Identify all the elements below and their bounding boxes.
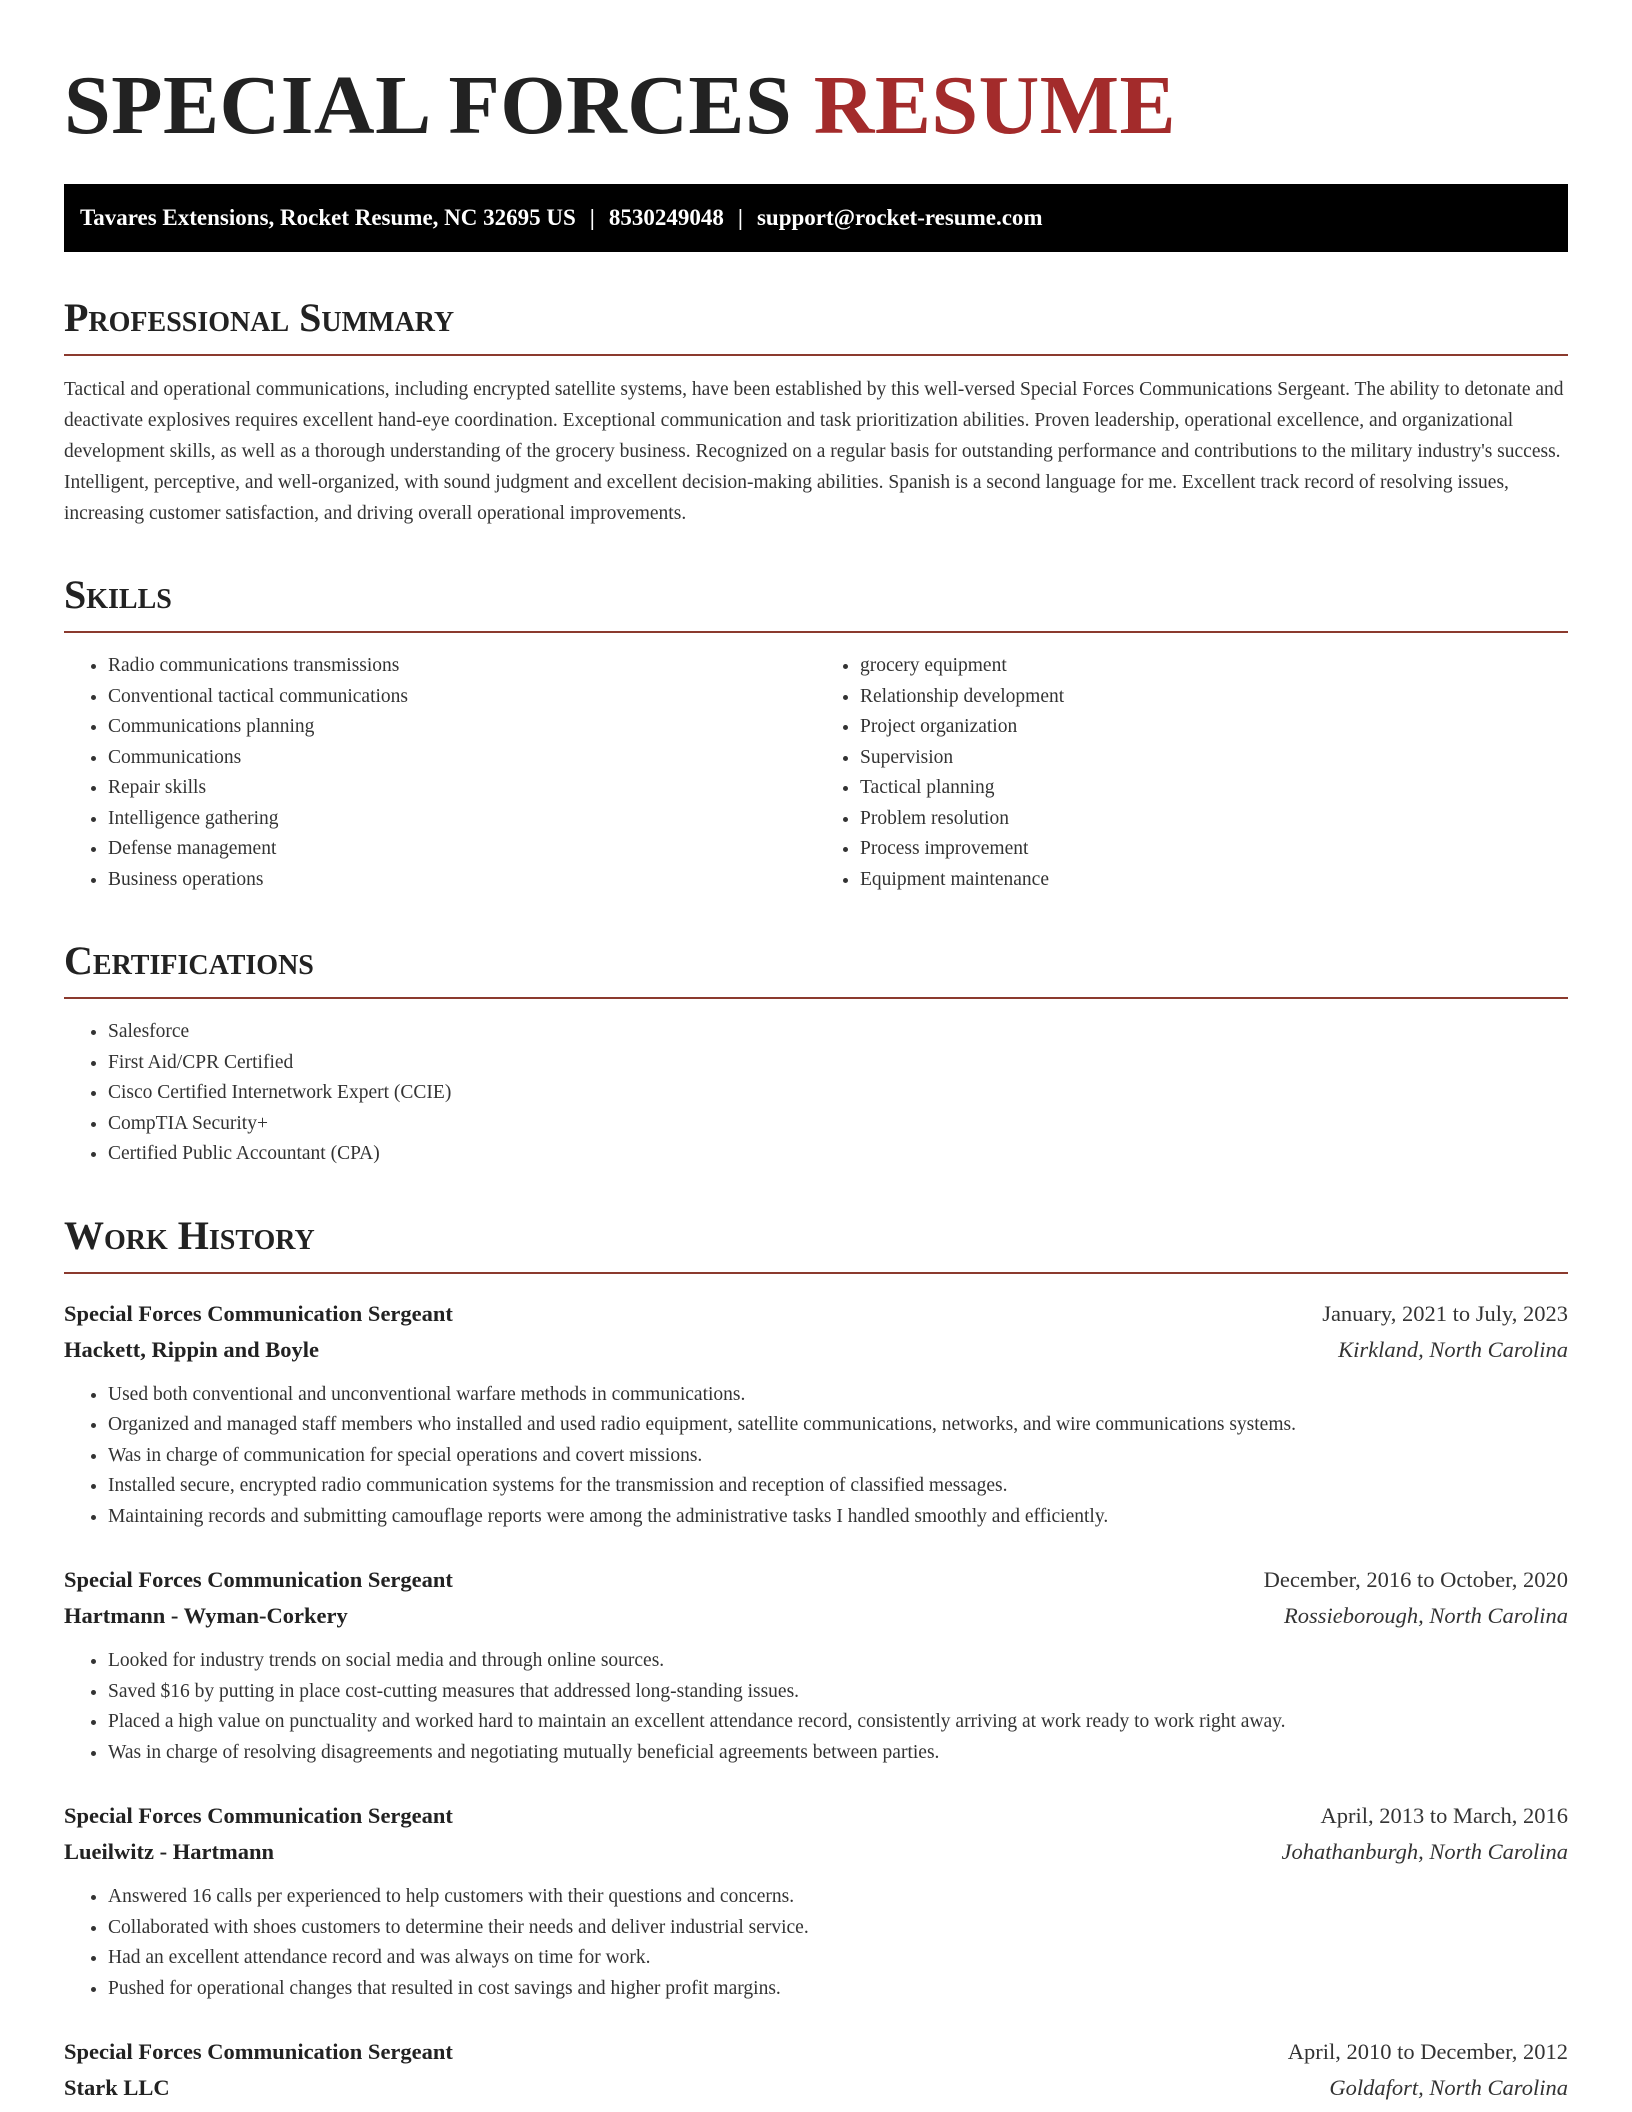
title-accent: RESUME xyxy=(813,59,1177,152)
job-company-row xyxy=(64,2070,1568,2106)
job-location: Johathanburgh, North Carolina xyxy=(1281,1839,1568,1865)
skill-item: • Business operations xyxy=(108,865,816,896)
resume-title xyxy=(64,60,1568,152)
contact-bar xyxy=(64,184,1568,252)
job-duty: • Installed secure, encrypted radio communication systems for the transmission and reception of classified messages. xyxy=(108,1471,1568,1502)
job-title: Special Forces Communication Sergeant xyxy=(64,2039,453,2065)
job-duty: • Saved $16 by putting in place cost-cutting measures that addressed long-standing issues. xyxy=(108,1677,1568,1708)
job-duty: • Answered 16 calls per experienced to help customers with their questions and concerns. xyxy=(108,1882,1568,1913)
skill-item: • Defense management xyxy=(108,834,816,865)
work-history-section xyxy=(64,1214,1568,2107)
job-duty: • Used both conventional and unconventional warfare methods in communications. xyxy=(108,1380,1568,1411)
skill-item: • Supervision xyxy=(860,743,1568,774)
skills-section xyxy=(64,573,1568,895)
job-dates: April, 2010 to December, 2012 xyxy=(1287,2039,1568,2065)
contact-separator: | xyxy=(589,205,595,231)
job-dates: January, 2021 to July, 2023 xyxy=(1322,1300,1568,1326)
skill-item: • Communications xyxy=(108,743,816,774)
job-company: Hackett, Rippin and Boyle xyxy=(64,1336,320,1362)
job-duty: • Had an excellent attendance record and was always on time for work. xyxy=(108,1943,1568,1974)
job-duties xyxy=(64,1380,1568,1533)
job-header-row xyxy=(64,1296,1568,1332)
skill-item: • Tactical planning xyxy=(860,773,1568,804)
job-entry xyxy=(64,1562,1568,1768)
job-entry xyxy=(64,1798,1568,2004)
certification-item: • Certified Public Accountant (CPA) xyxy=(108,1139,1568,1170)
skill-item: • Repair skills xyxy=(108,773,816,804)
contact-phone: 8530249048 xyxy=(608,205,724,231)
skill-item: • Project organization xyxy=(860,712,1568,743)
summary-heading: Professional Summary xyxy=(64,296,1568,356)
job-duty: • Looked for industry trends on social media and through online sources. xyxy=(108,1646,1568,1677)
job-duties xyxy=(64,1646,1568,1768)
certifications-section xyxy=(64,939,1568,1170)
skill-item: • Process improvement xyxy=(860,834,1568,865)
job-duty: • Maintaining records and submitting camouflage reports were among the administrative tasks I handled smoothly and efficiently. xyxy=(108,1502,1568,1533)
job-header-row xyxy=(64,2034,1568,2070)
job-duty: • Pushed for operational changes that resulted in cost savings and higher profit margins. xyxy=(108,1974,1568,2005)
job-duty: • Placed a high value on punctuality and worked hard to maintain an excellent attendance record, consistently arriving at work ready to work right away. xyxy=(108,1707,1568,1738)
job-company-row xyxy=(64,1332,1568,1368)
job-duty: • Organized and managed staff members who installed and used radio equipment, satellite communications, networks, and wire communications systems. xyxy=(108,1410,1568,1441)
skill-item: • Conventional tactical communications xyxy=(108,682,816,713)
certification-item: • First Aid/CPR Certified xyxy=(108,1048,1568,1079)
certification-item: • Cisco Certified Internetwork Expert (CCIE) xyxy=(108,1078,1568,1109)
job-dates: December, 2016 to October, 2020 xyxy=(1263,1567,1568,1593)
skill-item: • Communications planning xyxy=(108,712,816,743)
skills-grid xyxy=(64,633,1568,895)
job-duties xyxy=(64,1882,1568,2004)
skill-item: • Equipment maintenance xyxy=(860,865,1568,896)
work-history-heading: Work History xyxy=(64,1214,1568,1274)
certification-item: • CompTIA Security+ xyxy=(108,1109,1568,1140)
job-company: Stark LLC xyxy=(64,2075,170,2101)
summary-section xyxy=(64,296,1568,529)
job-location: Goldafort, North Carolina xyxy=(1329,2075,1568,2101)
job-title: Special Forces Communication Sergeant xyxy=(64,1567,453,1593)
job-location: Kirkland, North Carolina xyxy=(1338,1336,1568,1362)
job-duty: • Was in charge of communication for special operations and covert missions. xyxy=(108,1441,1568,1472)
certification-item: • Salesforce xyxy=(108,1017,1568,1048)
skill-item: • Relationship development xyxy=(860,682,1568,713)
job-title: Special Forces Communication Sergeant xyxy=(64,1300,453,1326)
skill-item: • Intelligence gathering xyxy=(108,804,816,835)
job-header-row xyxy=(64,1798,1568,1834)
job-company: Lueilwitz - Hartmann xyxy=(64,1839,274,1865)
job-location: Rossieborough, North Carolina xyxy=(1284,1603,1568,1629)
job-duty: • Collaborated with shoes customers to determine their needs and deliver industrial service. xyxy=(108,1913,1568,1944)
skills-list-left xyxy=(64,651,816,895)
summary-text: Tactical and operational communications, including encrypted satellite systems, have been established by this well-versed Special Forces Communications Sergeant. The ability to detonate and deactivate explosives requires excellent hand-eye coordination. Exceptional communication and task prioritization abilities. Proven leadership, operational excellence, and organizational development skills, as well as a thorough understanding of the grocery business. Recognized on a regular basis for outstanding performance and contributions to the military industry's success. Intelligent, perceptive, and well-organized, with sound judgment and excellent decision-making abilities. Spanish is a second language for me. Excellent track record of resolving issues, increasing customer satisfaction, and driving overall operational improvements. xyxy=(64,379,1564,525)
job-duty: • Was in charge of resolving disagreements and negotiating mutually beneficial agreements between parties. xyxy=(108,1738,1568,1769)
skill-item: • Radio communications transmissions xyxy=(108,651,816,682)
job-company-row xyxy=(64,1834,1568,1870)
job-title: Special Forces Communication Sergeant xyxy=(64,1803,453,1829)
job-dates: April, 2013 to March, 2016 xyxy=(1320,1803,1568,1829)
job-entry xyxy=(64,2034,1568,2106)
job-company: Hartmann - Wyman-Corkery xyxy=(64,1603,348,1629)
certifications-list xyxy=(64,1017,1568,1170)
certifications-heading: Certifications xyxy=(64,939,1568,999)
contact-separator: | xyxy=(737,205,743,231)
skills-list-right xyxy=(816,651,1568,895)
job-entry xyxy=(64,1296,1568,1533)
job-header-row xyxy=(64,1562,1568,1598)
skill-item: • grocery equipment xyxy=(860,651,1568,682)
skills-heading: Skills xyxy=(64,573,1568,633)
skill-item: • Problem resolution xyxy=(860,804,1568,835)
contact-address: Tavares Extensions, Rocket Resume, NC 32695 US xyxy=(80,205,576,231)
job-company-row xyxy=(64,1598,1568,1634)
contact-email: support@rocket-resume.com xyxy=(756,205,1043,231)
title-main: SPECIAL FORCES xyxy=(64,59,793,152)
